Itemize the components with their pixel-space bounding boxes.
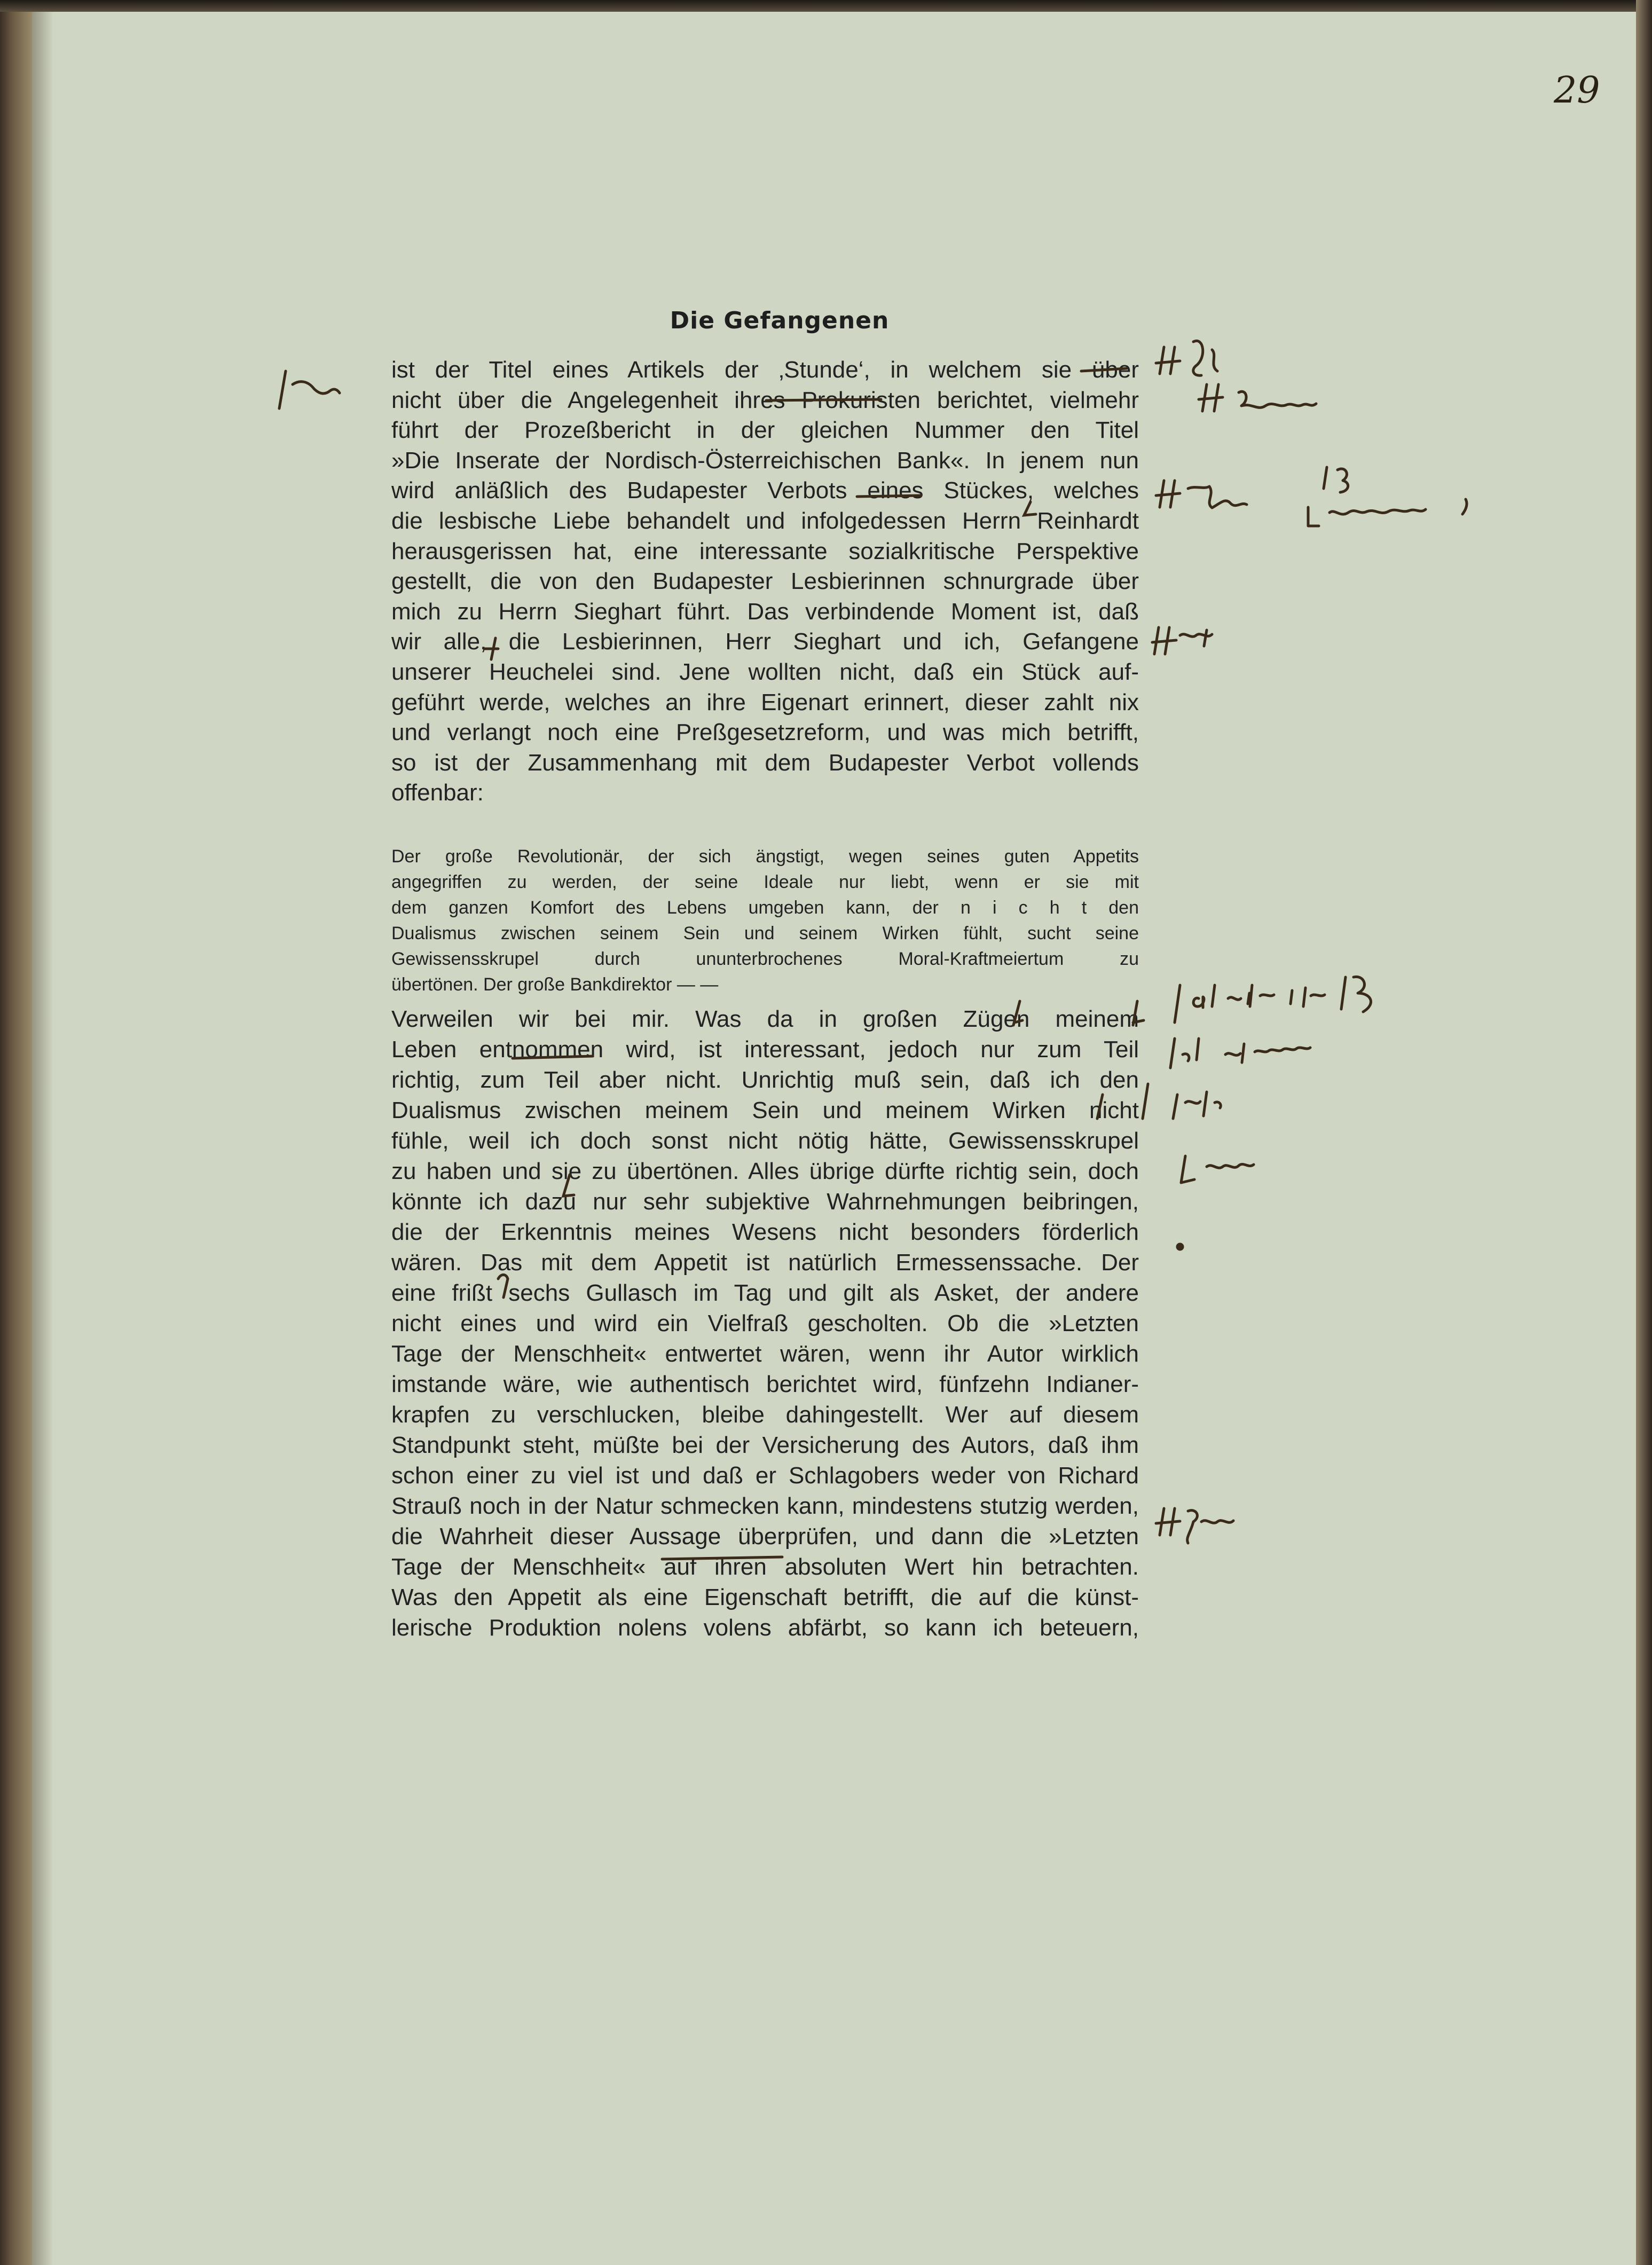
text-line: imstande wäre, wie authentisch berichtet wird, fünfzehn Indianer- [391,1371,1139,1397]
quote-line: übertönen. Der große Bankdirektor — — [391,974,719,995]
margin-scribble [1175,977,1371,1023]
text-line: Was den Appetit als eine Eigenschaft betrifft, die auf die künst- [391,1584,1139,1610]
text-line: unserer Heuchelei sind. Jene wollten nicht, daß ein Stück auf- [391,658,1139,685]
margin-scribble [1308,499,1467,526]
text-line: ist der Titel eines Artikels der ‚Stunde‘, in welchem sie über [391,357,1139,383]
right-edge [1636,0,1652,2265]
text-line: eine frißt sechs Gullasch im Tag und gilt als Asket, der andere [391,1280,1139,1306]
block-quote [391,844,1139,997]
text-line: Tage der Menschheit« auf ihren absoluten Wert hin betrachten. [391,1554,1139,1580]
text-line: gestellt, die von den Budapester Lesbierinnen schnurgrade über [391,568,1139,595]
quote-line: angegriffen zu werden, der seine Ideale nur liebt, wenn er sie mit [391,872,1139,892]
text-line: nicht über die Angelegenheit ihres Prokuristen berichtet, vielmehr [391,387,1139,413]
text-line: richtig, zum Teil aber nicht. Unrichtig muß sein, daß ich den [391,1067,1139,1093]
text-line: die der Erkenntnis meines Wesens nicht besonders förderlich [391,1219,1139,1245]
book-spine-edge [0,0,32,2265]
margin-scribble [1156,481,1247,508]
text-line: krapfen zu verschlucken, bleibe dahingestellt. Wer auf diesem [391,1402,1139,1428]
margin-scribble [1199,384,1316,411]
text-line: Dualismus zwischen meinem Sein und meinem Wirken nicht [391,1097,1139,1123]
quote-line: dem ganzen Komfort des Lebens umgeben kann, der n i c h t den [391,898,1139,918]
text-line: so ist der Zusammenhang mit dem Budapester Verbot vollends [391,749,1139,776]
quote-line: Dualismus zwischen seinem Sein und seinem Wirken fühlt, sucht seine [391,923,1139,943]
text-line: die Wahrheit dieser Aussage überprüfen, und dann die »Letzten [391,1523,1139,1550]
margin-scribble [1170,1039,1310,1068]
text-line: führt der Prozeßbericht in der gleichen Nummer den Titel [391,417,1139,444]
ink-dot [1177,1244,1183,1249]
text-line: zu haben und sie zu übertönen. Alles übrige dürfte richtig sein, doch [391,1158,1139,1184]
margin-scribble [1181,1156,1254,1183]
paragraph-2 [391,1004,1139,1643]
text-line: »Die Inserate der Nordisch-Österreichischen Bank«. In jenem nun [391,447,1139,474]
margin-scribble [1156,1508,1233,1543]
text-line: schon einer zu viel ist und daß er Schlagobers weder von Richard [391,1462,1139,1489]
text-line: die lesbische Liebe behandelt und infolgedessen Herrn Reinhardt [391,507,1139,534]
margin-scribble [1156,341,1217,375]
text-line: könnte ich dazu nur sehr subjektive Wahrnehmungen beibringen, [391,1189,1139,1215]
margin-scribble [1152,627,1212,654]
text-line: Tage der Menschheit« entwertet wären, wenn ihr Autor wirklich [391,1341,1139,1367]
article-title: Die Gefangenen [670,307,890,334]
quote-line: Gewissensskrupel durch ununterbrochenes Moral-Kraftmeiertum zu [391,949,1139,969]
text-line: wir alle, die Lesbierinnen, Herr Sieghart und ich, Gefangene [391,628,1139,655]
top-edge [0,0,1652,12]
page-number: 29 [1554,69,1600,112]
text-line: Strauß noch in der Natur schmecken kann, mindestens stutzig werden, [391,1493,1139,1519]
text-line: offenbar: [391,780,484,806]
text-line: Verweilen wir bei mir. Was da in großen Zügen meinem [391,1006,1139,1032]
margin-scribble [1324,467,1348,492]
text-line: herausgerissen hat, eine interessante sozialkritische Perspektive [391,538,1139,564]
text-line: und verlangt noch eine Preßgesetzreform, und was mich betrifft, [391,719,1139,746]
text-line: mich zu Herrn Sieghart führt. Das verbindende Moment ist, daß [391,598,1139,625]
text-line: lerische Produktion nolens volens abfärbt, so kann ich beteuern, [391,1615,1139,1641]
margin-scribble-left [279,371,340,408]
text-line: nicht eines und wird ein Vielfraß gescholten. Ob die »Letzten [391,1310,1139,1336]
text-line: wären. Das mit dem Appetit ist natürlich Ermessenssache. Der [391,1249,1139,1276]
paragraph-1 [391,355,1139,808]
text-line: Leben entnommen wird, ist interessant, jedoch nur zum Teil [391,1036,1139,1063]
text-line: geführt werde, welches an ihre Eigenart erinnert, dieser zahlt nix [391,689,1139,715]
text-line: Standpunkt steht, müßte bei der Versicherung des Autors, daß ihm [391,1432,1139,1458]
text-line: wird anläßlich des Budapester Verbots eines Stückes, welches [391,477,1139,504]
quote-line: Der große Revolutionär, der sich ängstigt, wegen seines guten Appetits [391,846,1139,867]
text-line: fühle, weil ich doch sonst nicht nötig hätte, Gewissensskrupel [391,1128,1139,1154]
margin-scribble [1143,1084,1221,1119]
gutter-shadow [32,0,53,2265]
